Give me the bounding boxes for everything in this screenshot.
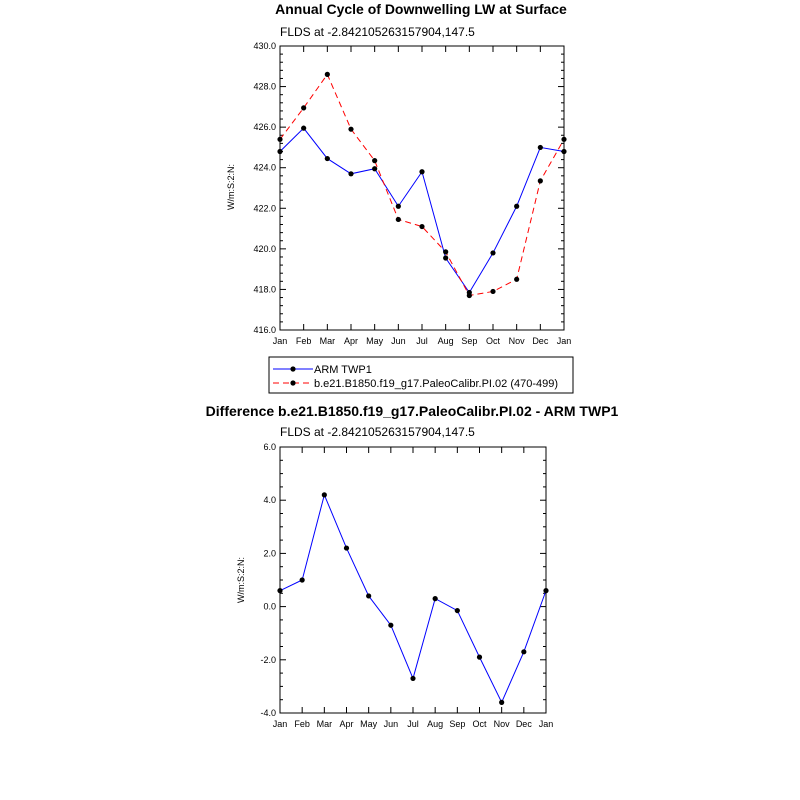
top-chart-ylabel: W/m:S:2:N:	[226, 163, 236, 211]
bottom-chart-series	[277, 492, 548, 705]
top-series-0-point	[419, 169, 424, 174]
top-ytick-label: 426.0	[253, 122, 276, 133]
bottom-xtick-label: Sep	[449, 719, 466, 729]
top-series-1-point	[396, 217, 401, 222]
top-series-0-point	[561, 149, 566, 154]
bottom-series-0-point	[300, 577, 305, 582]
top-xtick-label: Jun	[391, 336, 406, 346]
bottom-xtick-label: Jan	[538, 719, 554, 729]
bottom-series-0-point	[499, 700, 504, 705]
bottom-xtick-label: Jul	[407, 719, 419, 729]
top-plot-frame	[280, 46, 564, 330]
bottom-series-0-point	[543, 588, 548, 593]
bottom-xtick-label: Aug	[427, 719, 444, 729]
top-series-1-point	[372, 158, 377, 163]
top-xtick-label: Feb	[295, 336, 312, 346]
top-series-1-point	[490, 289, 495, 294]
bottom-xtick-label: Jan	[272, 719, 288, 729]
bottom-series-0-point	[455, 608, 460, 613]
top-chart-legend	[269, 357, 573, 393]
top-series-0-point	[277, 149, 282, 154]
bottom-xtick-label: Feb	[294, 719, 310, 729]
bottom-series-0-line	[280, 495, 546, 702]
bottom-ytick-label: 2.0	[263, 548, 276, 559]
bottom-xtick-label: Oct	[472, 719, 487, 729]
legend-arm-label: ARM TWP1	[314, 364, 372, 376]
bottom-chart-subtitle: FLDS at -2.842105263157904,147.5	[280, 425, 475, 439]
top-series-1-point	[443, 249, 448, 254]
bottom-xtick-label: Nov	[493, 719, 510, 729]
top-xtick-label: Jul	[416, 336, 428, 346]
top-series-0-point	[538, 145, 543, 150]
bottom-series-0-point	[477, 655, 482, 660]
top-chart-axes	[253, 41, 571, 346]
bottom-series-0-point	[433, 596, 438, 601]
bottom-series-0-point	[322, 492, 327, 497]
bottom-ytick-label: 6.0	[263, 442, 276, 452]
bottom-xtick-label: Dec	[515, 719, 532, 729]
bottom-series-0-point	[410, 676, 415, 681]
bottom-series-0-point	[366, 593, 371, 598]
top-chart-title: Annual Cycle of Downwelling LW at Surface	[275, 1, 567, 17]
top-chart-series	[277, 72, 566, 298]
top-series-0-point	[301, 126, 306, 131]
top-xtick-label: May	[366, 336, 384, 346]
legend-arm-marker	[290, 366, 295, 371]
bottom-chart-title: Difference b.e21.B1850.f19_g17.PaleoCalibr.PI.02 - ARM TWP1	[205, 403, 619, 419]
top-series-1-point	[277, 137, 282, 142]
top-series-1-point	[467, 293, 472, 298]
top-xtick-label: Mar	[319, 336, 336, 346]
bottom-plot-frame	[280, 447, 546, 713]
bottom-series-0-point	[388, 623, 393, 628]
top-ytick-label: 420.0	[253, 243, 276, 254]
top-xtick-label: Aug	[437, 336, 454, 346]
top-series-1-point	[301, 105, 306, 110]
legend-model-marker	[290, 380, 295, 385]
top-series-0-point	[443, 255, 448, 260]
bottom-chart	[206, 403, 619, 729]
bottom-xtick-label: Jun	[383, 719, 399, 729]
top-series-0-point	[372, 166, 377, 171]
top-xtick-label: Jan	[556, 336, 572, 346]
top-chart-subtitle: FLDS at -2.842105263157904,147.5	[280, 25, 475, 39]
bottom-xtick-label: Apr	[339, 719, 354, 729]
bottom-ytick-label: 4.0	[263, 495, 276, 506]
top-ytick-label: 428.0	[253, 81, 276, 92]
top-xtick-label: Dec	[532, 336, 549, 346]
top-series-0-point	[396, 204, 401, 209]
top-series-1-point	[348, 127, 353, 132]
top-ytick-label: 424.0	[253, 162, 276, 173]
top-series-1-point	[325, 72, 330, 77]
top-series-0-line	[280, 128, 564, 292]
top-ytick-label: 430.0	[253, 41, 276, 51]
bottom-ytick-label: -4.0	[260, 708, 276, 718]
top-series-0-point	[490, 250, 495, 255]
legend-model-label: b.e21.B1850.f19_g17.PaleoCalibr.PI.02 (470-499)	[314, 378, 559, 390]
bottom-ytick-label: 0.0	[263, 601, 276, 612]
top-series-1-point	[561, 137, 566, 142]
top-series-0-point	[348, 171, 353, 176]
top-series-0-point	[514, 204, 519, 209]
top-xtick-label: Nov	[508, 336, 525, 346]
top-ytick-label: 418.0	[253, 284, 276, 295]
top-series-1-point	[514, 277, 519, 282]
bottom-xtick-label: May	[360, 719, 378, 729]
top-series-1-point	[419, 224, 424, 229]
bottom-xtick-label: Mar	[316, 719, 333, 729]
bottom-chart-ylabel: W/m:S:2:N:	[236, 556, 246, 604]
bottom-series-0-point	[277, 588, 282, 593]
top-series-1-point	[538, 178, 543, 183]
top-series-1-line	[280, 74, 564, 295]
top-chart	[226, 1, 573, 393]
top-xtick-label: Oct	[485, 336, 501, 346]
bottom-series-0-point	[344, 545, 349, 550]
bottom-ytick-label: -2.0	[260, 654, 276, 665]
top-ytick-label: 422.0	[253, 203, 276, 214]
bottom-series-0-point	[521, 649, 526, 654]
top-ytick-label: 416.0	[253, 325, 276, 335]
top-xtick-label: Sep	[461, 336, 478, 346]
top-xtick-label: Apr	[343, 336, 359, 346]
top-series-0-point	[325, 156, 330, 161]
top-xtick-label: Jan	[272, 336, 288, 346]
